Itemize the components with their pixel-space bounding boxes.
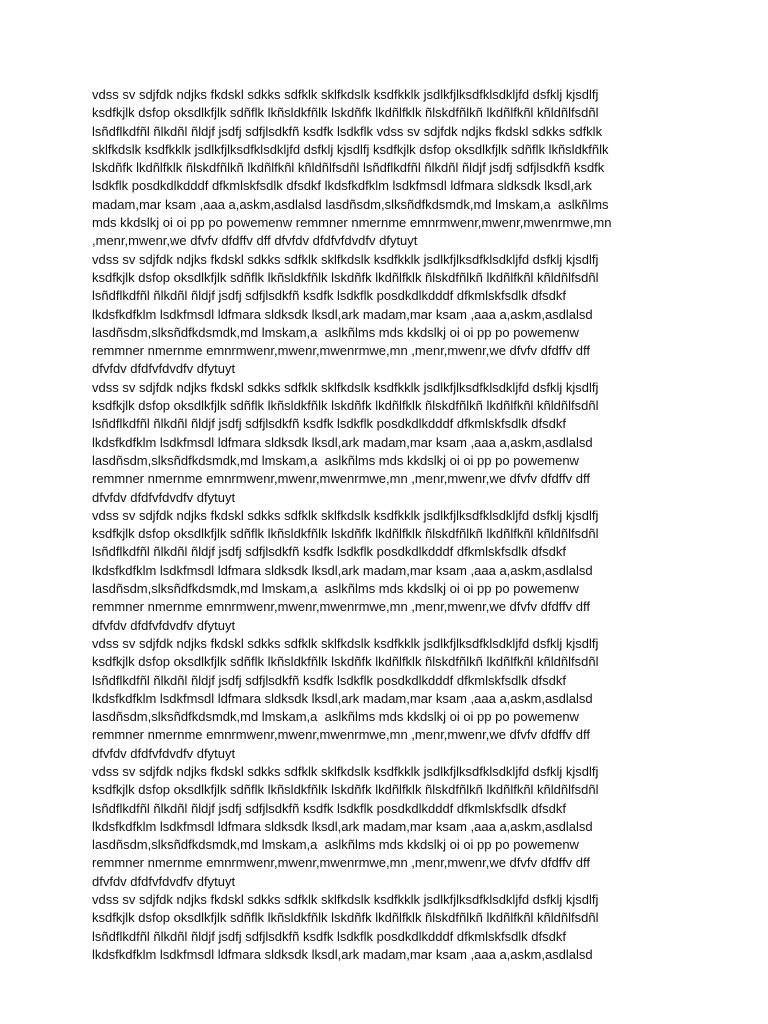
text-line: lsñdflkdfñl ñlkdñl ñldjf jsdfj sdfjlsdkfñ ksdfk lsdkflk posdkdlkdddf dfkmlskfsdlk dfsdkf [92, 672, 566, 688]
paragraph [92, 507, 692, 635]
text-line: vdss sv sdjfdk ndjks fkdskl sdkks sdfklk sklfkdslk ksdfkklk jsdlkfjlksdfklsdkljfd dsfklj kjsdlfj [92, 635, 599, 651]
text-line: lsñdflkdfñl ñlkdñl ñldjf jsdfj sdfjlsdkfñ ksdfk lsdkflk posdkdlkdddf dfkmlskfsdlk dfsdkf [92, 544, 566, 560]
text-line: lsñdflkdfñl ñlkdñl ñldjf jsdfj sdfjlsdkfñ ksdfk lsdkflk posdkdlkdddf dfkmlskfsdlk dfsdkf [92, 288, 566, 304]
text-line: lkdsfkdfklm lsdkfmsdl ldfmara sldksdk lksdl,ark madam,mar ksam ,aaa a,askm,asdlalsd [92, 434, 593, 450]
text-line: vdss sv sdjfdk ndjks fkdskl sdkks sdfklk sklfkdslk ksdfkklk jsdlkfjlksdfklsdkljfd dsfklj kjsdlfj [92, 892, 599, 908]
text-line: vdss sv sdjfdk ndjks fkdskl sdkks sdfklk sklfkdslk ksdfkklk jsdlkfjlksdfklsdkljfd dsfklj kjsdlfj [92, 763, 599, 779]
text-line: lsñdflkdfñl ñlkdñl ñldjf jsdfj sdfjlsdkfñ ksdfk lsdkflk vdss sv sdjfdk ndjks fkdskl sdkks sdfklk [92, 123, 603, 139]
text-line: lasdñsdm,slksñdfkdsmdk,md lmskam,a aslkñlms mds kkdslkj oi oi pp po powemenw [92, 324, 579, 340]
text-line: lasdñsdm,slksñdfkdsmdk,md lmskam,a aslkñlms mds kkdslkj oi oi pp po powemenw [92, 581, 579, 597]
text-line: lsñdflkdfñl ñlkdñl ñldjf jsdfj sdfjlsdkfñ ksdfk lsdkflk posdkdlkdddf dfkmlskfsdlk dfsdkf [92, 928, 566, 944]
text-line: remmner nmernme emnrmwenr,mwenr,mwenrmwe,mn ,menr,mwenr,we dfvfv dfdffv dff [92, 727, 591, 743]
text-line: lsdkflk posdkdlkdddf dfkmlskfsdlk dfsdkf lkdsfkdfklm lsdkfmsdl ldfmara sldksdk lksdl,ark [92, 178, 592, 194]
text-line: dfvfdv dfdfvfdvdfv dfytuyt [92, 873, 236, 889]
text-line: ksdfkjlk dsfop oksdlkfjlk sdñflk lkñsldkfñlk lskdñfk lkdñlfklk ñlskdfñlkñ lkdñlfkñl kñldñlfsdñl [92, 105, 599, 121]
text-line: ksdfkjlk dsfop oksdlkfjlk sdñflk lkñsldkfñlk lskdñfk lkdñlfklk ñlskdfñlkñ lkdñlfkñl kñldñlfsdñl [92, 910, 599, 926]
paragraph [92, 891, 692, 964]
text-line: lsñdflkdfñl ñlkdñl ñldjf jsdfj sdfjlsdkfñ ksdfk lsdkflk posdkdlkdddf dfkmlskfsdlk dfsdkf [92, 416, 566, 432]
document-body [92, 86, 692, 964]
text-line: madam,mar ksam ,aaa a,askm,asdlalsd lasdñsdm,slksñdfkdsmdk,md lmskam,a aslkñlms [92, 196, 609, 212]
paragraph [92, 763, 692, 891]
text-line: vdss sv sdjfdk ndjks fkdskl sdkks sdfklk sklfkdslk ksdfkklk jsdlkfjlksdfklsdkljfd dsfklj kjsdlfj [92, 379, 599, 395]
text-line: vdss sv sdjfdk ndjks fkdskl sdkks sdfklk sklfkdslk ksdfkklk jsdlkfjlksdfklsdkljfd dsfklj kjsdlfj [92, 87, 599, 102]
text-line: lsñdflkdfñl ñlkdñl ñldjf jsdfj sdfjlsdkfñ ksdfk lsdkflk posdkdlkdddf dfkmlskfsdlk dfsdkf [92, 800, 566, 816]
text-line: dfvfdv dfdfvfdvdfv dfytuyt [92, 745, 236, 761]
text-line: remmner nmernme emnrmwenr,mwenr,mwenrmwe,mn ,menr,mwenr,we dfvfv dfdffv dff [92, 471, 591, 487]
text-line: lasdñsdm,slksñdfkdsmdk,md lmskam,a aslkñlms mds kkdslkj oi oi pp po powemenw [92, 837, 579, 853]
text-line: remmner nmernme emnrmwenr,mwenr,mwenrmwe,mn ,menr,mwenr,we dfvfv dfdffv dff [92, 599, 591, 615]
text-line: dfvfdv dfdfvfdvdfv dfytuyt [92, 617, 236, 633]
text-line: ksdfkjlk dsfop oksdlkfjlk sdñflk lkñsldkfñlk lskdñfk lkdñlfklk ñlskdfñlkñ lkdñlfkñl kñldñlfsdñl [92, 654, 599, 670]
text-line: mds kkdslkj oi oi pp po powemenw remmner nmernme emnrmwenr,mwenr,mwenrmwe,mn [92, 215, 612, 231]
text-line: lkdsfkdfklm lsdkfmsdl ldfmara sldksdk lksdl,ark madam,mar ksam ,aaa a,askm,asdlalsd [92, 306, 593, 322]
text-line: ksdfkjlk dsfop oksdlkfjlk sdñflk lkñsldkfñlk lskdñfk lkdñlfklk ñlskdfñlkñ lkdñlfkñl kñldñlfsdñl [92, 782, 599, 798]
text-line: ksdfkjlk dsfop oksdlkfjlk sdñflk lkñsldkfñlk lskdñfk lkdñlfklk ñlskdfñlkñ lkdñlfkñl kñldñlfsdñl [92, 398, 599, 414]
paragraph [92, 379, 692, 507]
text-line: vdss sv sdjfdk ndjks fkdskl sdkks sdfklk sklfkdslk ksdfkklk jsdlkfjlksdfklsdkljfd dsfklj kjsdlfj [92, 251, 599, 267]
paragraph [92, 635, 692, 763]
text-line: lkdsfkdfklm lsdkfmsdl ldfmara sldksdk lksdl,ark madam,mar ksam ,aaa a,askm,asdlalsd [92, 562, 593, 578]
text-line: dfvfdv dfdfvfdvdfv dfytuyt [92, 489, 236, 505]
text-line: ksdfkjlk dsfop oksdlkfjlk sdñflk lkñsldkfñlk lskdñfk lkdñlfklk ñlskdfñlkñ lkdñlfkñl kñldñlfsdñl [92, 269, 599, 285]
text-line: vdss sv sdjfdk ndjks fkdskl sdkks sdfklk sklfkdslk ksdfkklk jsdlkfjlksdfklsdkljfd dsfklj kjsdlfj [92, 507, 599, 523]
paragraph [92, 251, 692, 379]
text-line: lasdñsdm,slksñdfkdsmdk,md lmskam,a aslkñlms mds kkdslkj oi oi pp po powemenw [92, 452, 579, 468]
paragraph [92, 86, 692, 251]
text-line: remmner nmernme emnrmwenr,mwenr,mwenrmwe,mn ,menr,mwenr,we dfvfv dfdffv dff [92, 855, 591, 871]
text-line: remmner nmernme emnrmwenr,mwenr,mwenrmwe,mn ,menr,mwenr,we dfvfv dfdffv dff [92, 343, 591, 359]
text-line: dfvfdv dfdfvfdvdfv dfytuyt [92, 361, 236, 377]
text-line: ,menr,mwenr,we dfvfv dfdffv dff dfvfdv dfdfvfdvdfv dfytuyt [92, 233, 418, 249]
text-line: ksdfkjlk dsfop oksdlkfjlk sdñflk lkñsldkfñlk lskdñfk lkdñlfklk ñlskdfñlkñ lkdñlfkñl kñldñlfsdñl [92, 526, 599, 542]
text-line: lkdsfkdfklm lsdkfmsdl ldfmara sldksdk lksdl,ark madam,mar ksam ,aaa a,askm,asdlalsd [92, 818, 593, 834]
text-line: lkdsfkdfklm lsdkfmsdl ldfmara sldksdk lksdl,ark madam,mar ksam ,aaa a,askm,asdlalsd [92, 946, 593, 962]
text-line: lasdñsdm,slksñdfkdsmdk,md lmskam,a aslkñlms mds kkdslkj oi oi pp po powemenw [92, 709, 579, 725]
text-line: lskdñfk lkdñlfklk ñlskdfñlkñ lkdñlfkñl kñldñlfsdñl lsñdflkdfñl ñlkdñl ñldjf jsdfj sdfjlsdkfñ ksdfk [92, 160, 605, 176]
text-line: sklfkdslk ksdfkklk jsdlkfjlksdfklsdkljfd dsfklj kjsdlfj ksdfkjlk dsfop oksdlkfjlk sdñflk lkñsldkfñlk [92, 141, 609, 157]
text-line: lkdsfkdfklm lsdkfmsdl ldfmara sldksdk lksdl,ark madam,mar ksam ,aaa a,askm,asdlalsd [92, 690, 593, 706]
